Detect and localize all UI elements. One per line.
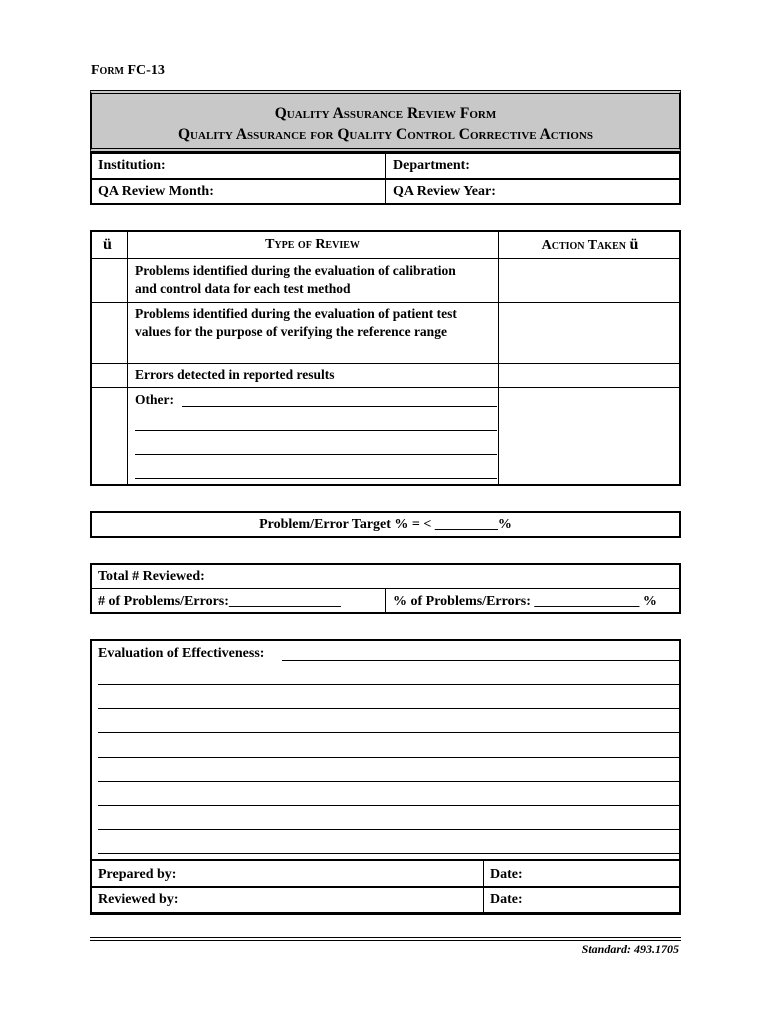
- form-subtitle: Quality Assurance for Quality Control Corrective Actions: [178, 126, 593, 143]
- qa-review-year-field[interactable]: QA Review Year:: [393, 184, 496, 199]
- qa-review-month-field[interactable]: QA Review Month:: [98, 184, 214, 199]
- evaluation-line[interactable]: [282, 660, 679, 661]
- evaluation-line[interactable]: [98, 732, 679, 733]
- problems-percent-field[interactable]: % of Problems/Errors: _______________ %: [393, 594, 657, 609]
- other-line[interactable]: [135, 454, 497, 455]
- evaluation-line[interactable]: [98, 853, 679, 854]
- row-3-checkbox[interactable]: [92, 364, 127, 387]
- row-2-checkbox[interactable]: [92, 303, 127, 363]
- divider: [483, 859, 484, 913]
- header-banner: [90, 90, 681, 152]
- form-title: Quality Assurance Review Form: [274, 105, 497, 122]
- check-icon: ü: [629, 236, 639, 253]
- type-of-review-header: Type of Review: [265, 237, 360, 252]
- row-4-checkbox[interactable]: [92, 388, 127, 484]
- divider: [385, 152, 386, 205]
- target-field[interactable]: Problem/Error Target % = < _________%: [259, 517, 512, 532]
- row-1-action-cell[interactable]: [499, 259, 679, 302]
- department-field[interactable]: Department:: [393, 158, 470, 173]
- other-line[interactable]: [135, 478, 497, 479]
- row-1-checkbox[interactable]: [92, 259, 127, 302]
- divider: [90, 886, 681, 888]
- form-number: Form FC-13: [91, 63, 165, 78]
- bottom-rule: [90, 937, 681, 941]
- row-4-other-label: Other:: [135, 392, 174, 407]
- other-line[interactable]: [182, 406, 497, 407]
- evaluation-line[interactable]: [98, 757, 679, 758]
- divider: [127, 230, 128, 486]
- standard-reference: Standard: 493.1705: [581, 942, 679, 956]
- other-line[interactable]: [135, 430, 497, 431]
- row-2-line-2: values for the purpose of verifying the reference range: [135, 324, 447, 339]
- prepared-by-field[interactable]: Prepared by:: [98, 867, 177, 882]
- row-1-line-1: Problems identified during the evaluation of calibration: [135, 263, 456, 278]
- evaluation-line[interactable]: [98, 684, 679, 685]
- action-taken-header: [499, 236, 681, 255]
- prepared-date-field[interactable]: Date:: [490, 867, 523, 882]
- divider: [90, 912, 681, 914]
- evaluation-block: [90, 639, 681, 915]
- evaluation-line[interactable]: [98, 781, 679, 782]
- row-1-line-2: and control data for each test method: [135, 281, 351, 296]
- row-2-action-cell[interactable]: [499, 303, 679, 363]
- row-3-line-1: Errors detected in reported results: [135, 367, 335, 382]
- reviewed-date-field[interactable]: Date:: [490, 892, 523, 907]
- institution-field[interactable]: Institution:: [98, 158, 166, 173]
- divider: [90, 859, 681, 861]
- reviewed-by-field[interactable]: Reviewed by:: [98, 892, 179, 907]
- row-3-action-cell[interactable]: [499, 364, 679, 387]
- action-taken-label: Action Taken: [541, 238, 626, 253]
- evaluation-line[interactable]: [98, 829, 679, 830]
- problems-count-field[interactable]: # of Problems/Errors:________________: [98, 594, 341, 609]
- row-4-action-cell[interactable]: [499, 388, 679, 484]
- divider: [385, 588, 386, 614]
- total-reviewed-field[interactable]: Total # Reviewed:: [98, 569, 205, 584]
- row-2-line-1: Problems identified during the evaluation of patient test: [135, 306, 457, 321]
- evaluation-line[interactable]: [98, 805, 679, 806]
- check-header-icon: ü: [103, 236, 112, 253]
- evaluation-label: Evaluation of Effectiveness:: [98, 646, 265, 661]
- evaluation-line[interactable]: [98, 708, 679, 709]
